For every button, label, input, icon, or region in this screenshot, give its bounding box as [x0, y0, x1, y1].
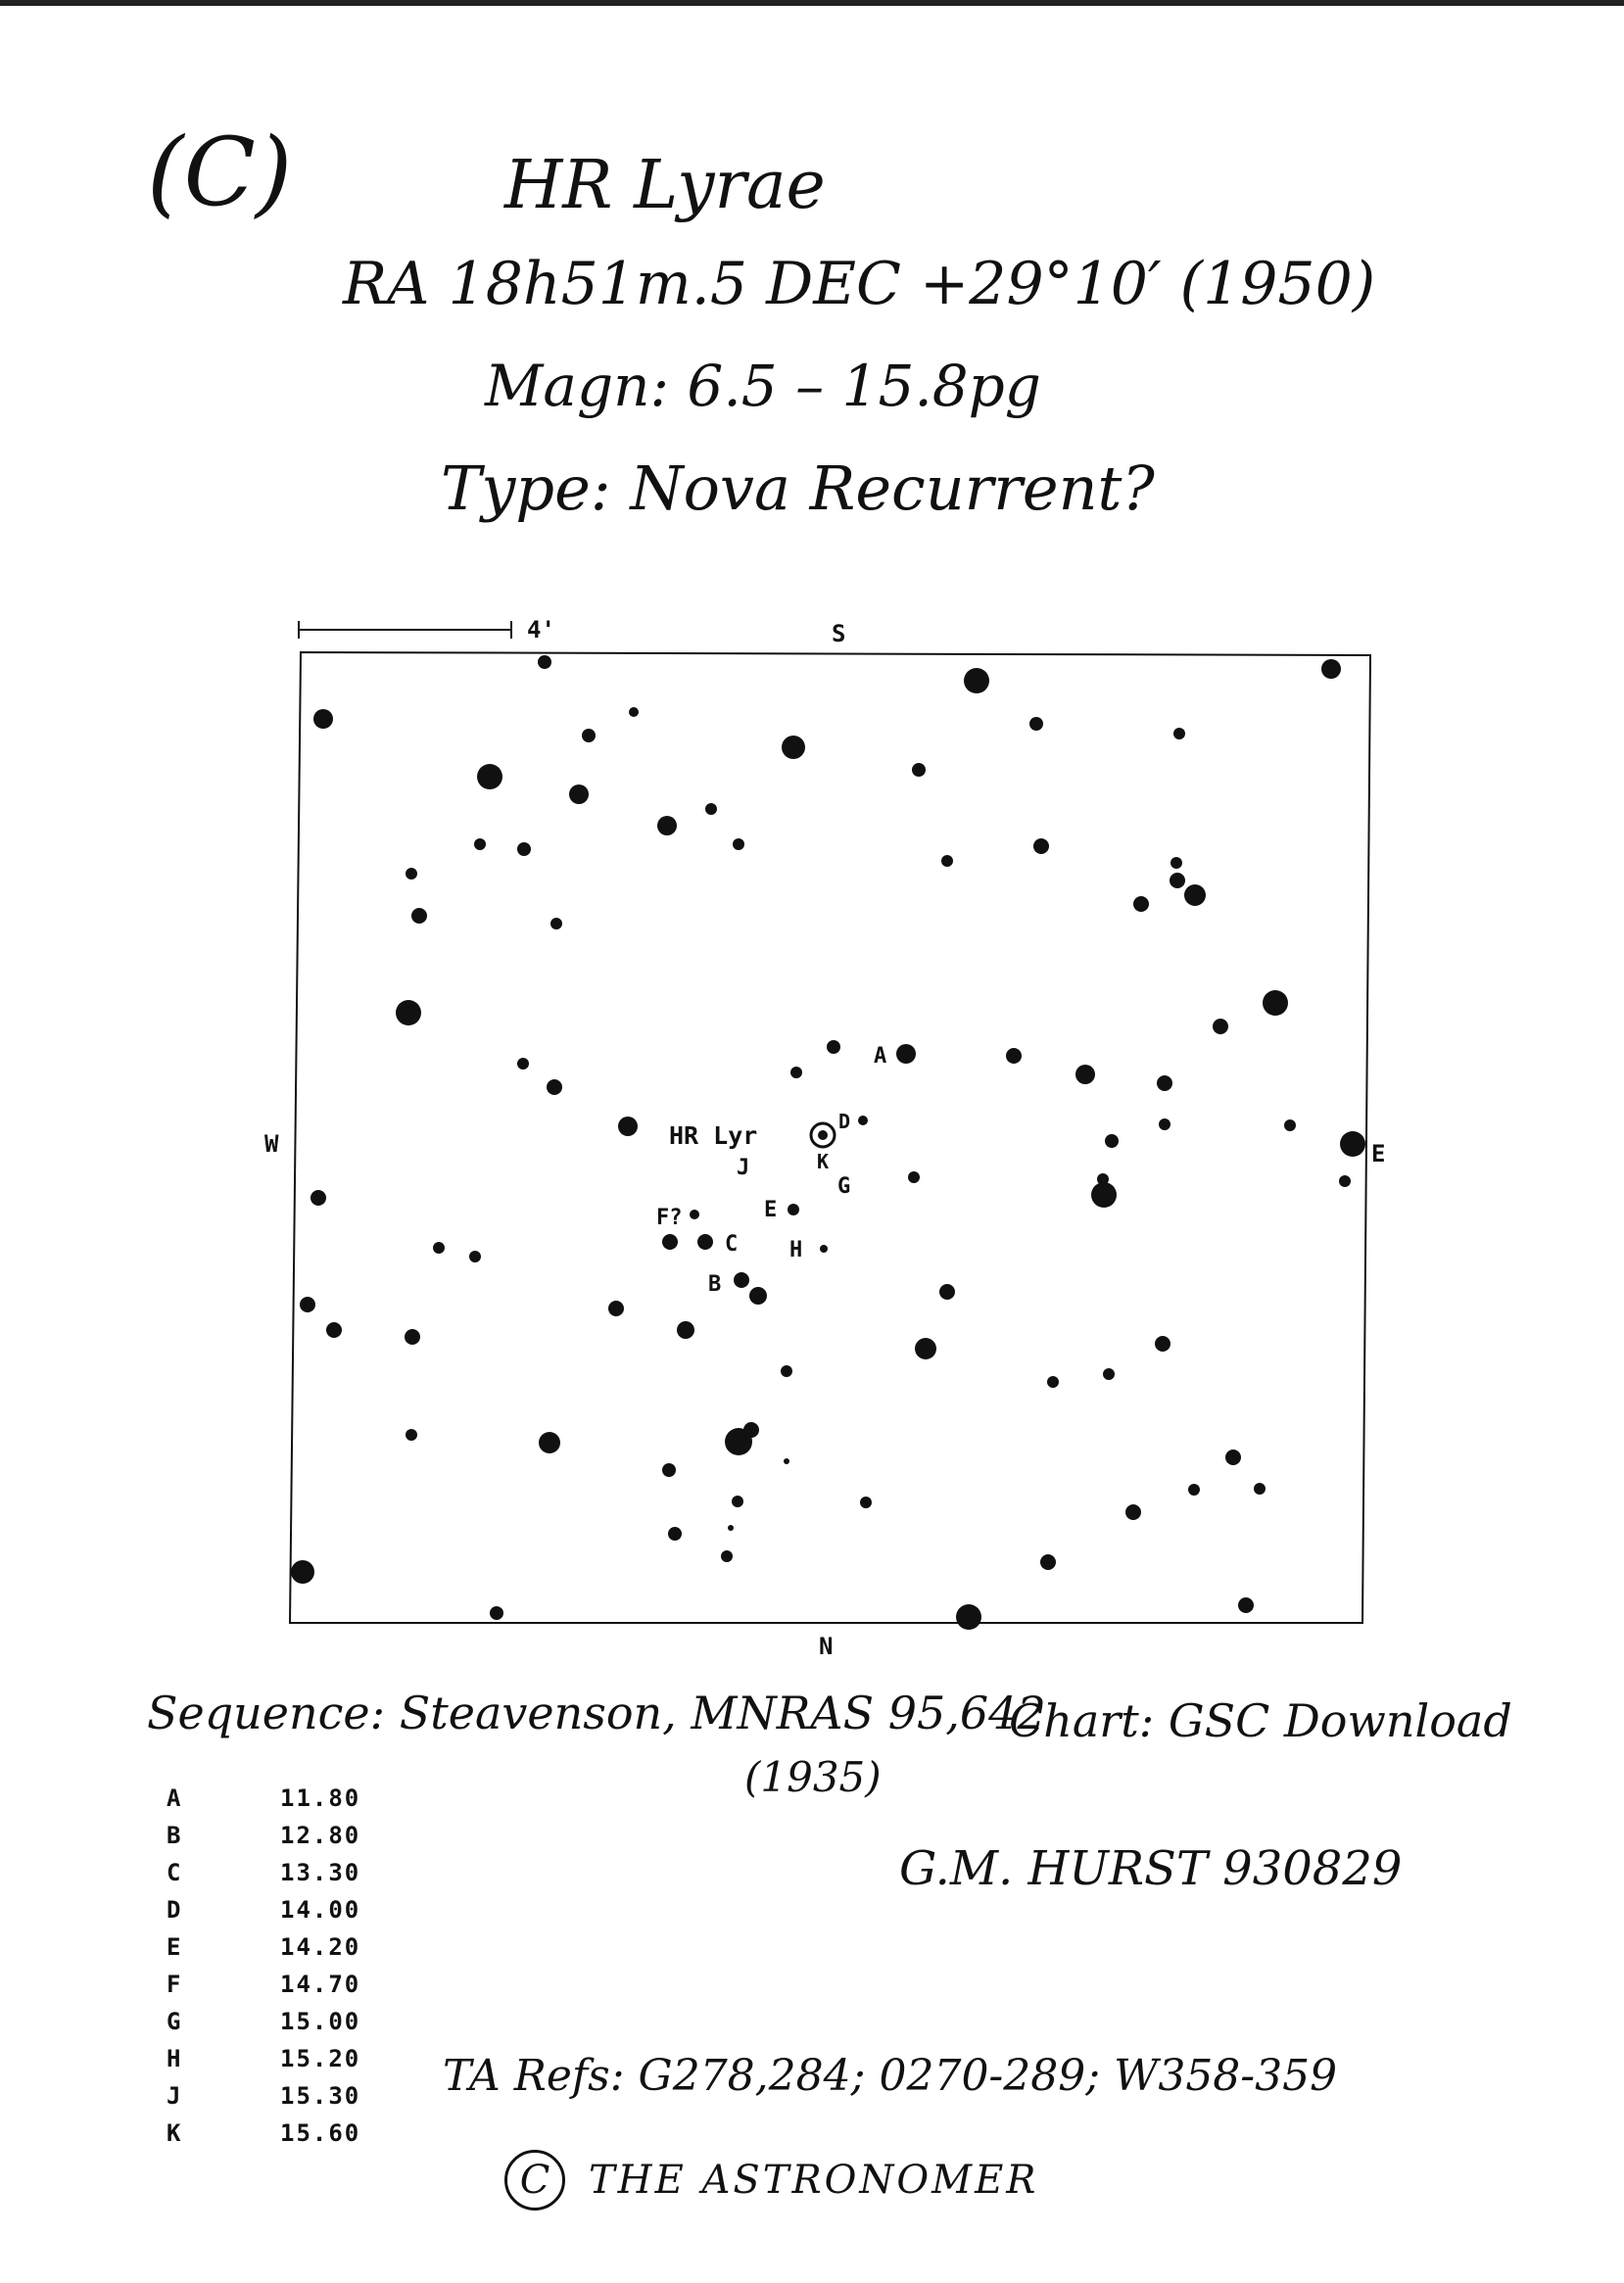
sequence-mag: 15.00 — [280, 2008, 361, 2035]
field-star — [790, 1067, 802, 1078]
field-star — [1321, 659, 1341, 679]
variable-star-label: HR Lyr — [669, 1121, 758, 1150]
field-star — [1105, 1134, 1119, 1148]
sequence-source: Sequence: Steavenson, MNRAS 95,642 — [147, 1687, 1046, 1739]
field-star — [697, 1234, 713, 1250]
field-star — [1254, 1483, 1266, 1495]
field-star — [517, 1058, 529, 1070]
field-star — [618, 1117, 638, 1136]
variable-star-marker — [811, 1123, 835, 1147]
field-star — [1225, 1450, 1241, 1465]
field-star — [406, 1429, 417, 1441]
field-star — [569, 785, 589, 804]
field-star — [291, 1560, 314, 1584]
field-star — [1213, 1019, 1228, 1034]
sequence-star: K — [167, 2119, 181, 2147]
field-star — [411, 908, 427, 924]
field-star — [1173, 728, 1185, 739]
field-star — [1339, 1175, 1351, 1187]
field-star — [1033, 838, 1049, 854]
field-star — [860, 1497, 872, 1508]
field-star — [1263, 990, 1288, 1016]
copyright-symbol: C — [504, 2150, 565, 2211]
star-field — [291, 655, 1365, 1630]
variable-type: Type: Nova Recurrent? — [441, 452, 1155, 524]
field-star — [896, 1044, 916, 1064]
comp-label-d: D — [838, 1110, 851, 1133]
field-star — [1170, 873, 1185, 888]
field-star — [1188, 1484, 1200, 1496]
field-star — [300, 1297, 315, 1312]
field-star — [657, 816, 677, 835]
field-star — [858, 1116, 868, 1125]
chart-frame — [290, 652, 1370, 1623]
sequence-mag: 11.80 — [280, 1784, 361, 1812]
compass-north: N — [819, 1633, 834, 1660]
sequence-star: H — [167, 2045, 181, 2072]
star-name-heading: HR Lyrae — [504, 147, 826, 224]
field-star — [705, 803, 717, 815]
compass-west: W — [264, 1130, 279, 1158]
field-star — [784, 1458, 789, 1464]
sequence-mag: 15.60 — [280, 2119, 361, 2147]
comp-label-f: F? — [656, 1206, 683, 1230]
sequence-mag: 13.30 — [280, 1859, 361, 1886]
sequence-mag: 15.20 — [280, 2045, 361, 2072]
field-star — [547, 1079, 562, 1095]
field-star — [1284, 1119, 1296, 1131]
comp-label-a: A — [874, 1044, 887, 1069]
field-star — [477, 764, 502, 789]
comp-label-k: K — [817, 1150, 830, 1173]
field-star — [956, 1604, 981, 1630]
sequence-star: B — [167, 1822, 181, 1849]
field-star — [668, 1527, 682, 1541]
field-star — [1340, 1131, 1365, 1157]
field-star — [469, 1251, 481, 1262]
field-star — [582, 729, 596, 742]
field-star — [474, 838, 486, 850]
ta-references: TA Refs: G278,284; 0270-289; W358-359 — [443, 2051, 1338, 2101]
field-star — [1170, 857, 1182, 869]
sequence-mag: 12.80 — [280, 1822, 361, 1849]
field-star — [1091, 1182, 1117, 1208]
field-star — [629, 707, 639, 717]
comp-label-g: G — [837, 1174, 851, 1199]
field-star — [964, 668, 989, 693]
scale-bar-label: 4' — [527, 616, 555, 643]
field-star — [782, 736, 805, 759]
sequence-star: D — [167, 1896, 181, 1924]
panel-label: (C) — [147, 118, 293, 227]
field-star — [733, 838, 744, 850]
field-star — [1125, 1504, 1141, 1520]
field-star — [1159, 1118, 1170, 1130]
field-star — [939, 1284, 955, 1300]
comp-label-b: B — [708, 1272, 722, 1297]
field-star — [1184, 884, 1206, 906]
comp-label-e: E — [764, 1198, 778, 1222]
field-star — [1097, 1173, 1109, 1185]
field-star — [1133, 896, 1149, 912]
comp-label-c: C — [725, 1232, 739, 1257]
field-star — [517, 842, 531, 856]
sequence-star: G — [167, 2008, 181, 2035]
field-star — [396, 1000, 421, 1025]
coordinates-line: RA 18h51m.5 DEC +29°10′ (1950) — [343, 250, 1376, 318]
sequence-mag: 14.20 — [280, 1933, 361, 1961]
field-star — [313, 709, 333, 729]
field-star — [820, 1245, 828, 1253]
field-star — [608, 1301, 624, 1316]
field-star — [734, 1272, 749, 1288]
copyright-line — [504, 2150, 1038, 2211]
field-star — [1006, 1048, 1022, 1064]
magnitude-range: Magn: 6.5 – 15.8pg — [485, 353, 1041, 419]
field-star — [690, 1210, 699, 1219]
field-star — [662, 1234, 678, 1250]
compass-south: S — [832, 620, 846, 647]
sequence-mag: 14.70 — [280, 1971, 361, 1998]
field-star — [1157, 1075, 1172, 1091]
sequence-year: (1935) — [744, 1753, 882, 1801]
field-star — [1040, 1554, 1056, 1570]
sequence-star: F — [167, 1971, 181, 1998]
field-star — [662, 1463, 676, 1477]
field-star — [677, 1321, 694, 1339]
field-star — [310, 1190, 326, 1206]
field-star — [788, 1204, 799, 1215]
field-star — [732, 1496, 743, 1507]
field-star — [721, 1550, 733, 1562]
field-star — [941, 855, 953, 867]
field-star — [912, 763, 926, 777]
comp-label-j: J — [737, 1156, 750, 1180]
field-star — [743, 1422, 759, 1438]
field-star — [827, 1040, 840, 1054]
observer-signature: G.M. HURST 930829 — [899, 1841, 1403, 1896]
sequence-star: E — [167, 1933, 181, 1961]
field-star — [326, 1322, 342, 1338]
field-star — [1103, 1368, 1115, 1380]
field-star — [781, 1365, 792, 1377]
sequence-mag: 14.00 — [280, 1896, 361, 1924]
comp-label-h: H — [789, 1238, 803, 1262]
field-star — [1155, 1336, 1170, 1352]
field-star — [728, 1525, 734, 1531]
field-star — [490, 1606, 503, 1620]
field-star — [1029, 717, 1043, 731]
field-star — [1075, 1065, 1095, 1084]
field-star — [908, 1171, 920, 1183]
sequence-star: J — [167, 2082, 181, 2110]
field-star — [406, 868, 417, 880]
field-star — [1238, 1597, 1254, 1613]
sequence-mag: 15.30 — [280, 2082, 361, 2110]
field-star — [550, 918, 562, 929]
scale-bar — [299, 621, 511, 639]
copyright-text: THE ASTRONOMER — [589, 2158, 1039, 2203]
compass-east: E — [1371, 1140, 1386, 1167]
sequence-star: C — [167, 1859, 181, 1886]
field-star — [538, 655, 551, 669]
field-star — [749, 1287, 767, 1305]
field-star — [539, 1432, 560, 1453]
field-star — [405, 1329, 420, 1345]
field-star — [915, 1338, 936, 1359]
field-star — [433, 1242, 445, 1254]
field-star — [1047, 1376, 1059, 1388]
chart-source: Chart: GSC Download — [1009, 1694, 1512, 1747]
sequence-star: A — [167, 1784, 181, 1812]
